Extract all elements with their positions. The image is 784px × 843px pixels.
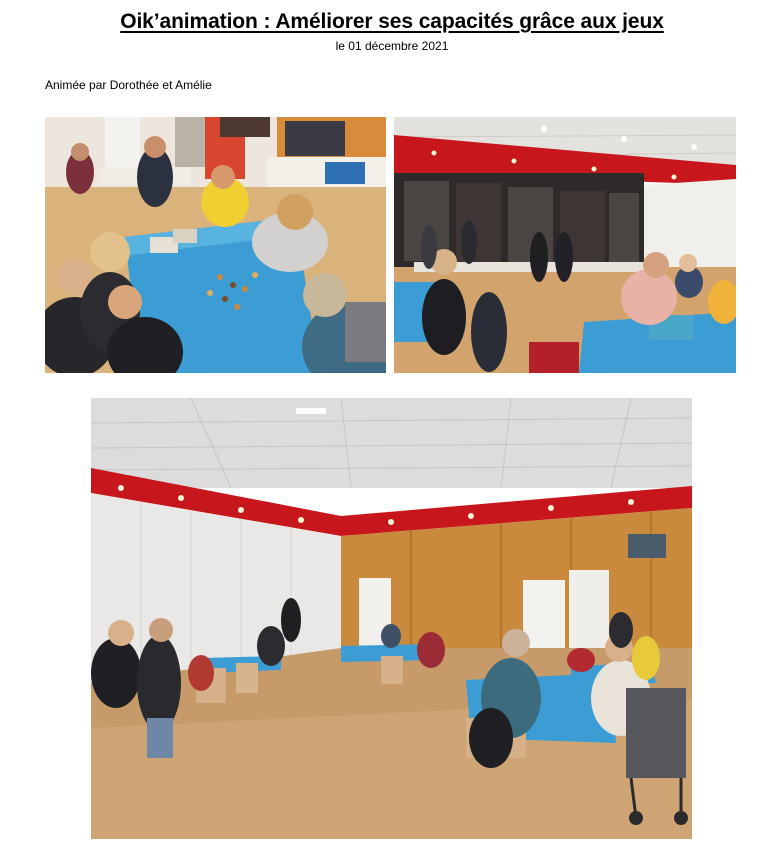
page-date: le 01 décembre 2021 [335, 39, 449, 53]
photo-game-table-closeup [45, 117, 386, 373]
photo-room-side-view [394, 117, 736, 373]
page-title: Oik’animation : Améliorer ses capacités grâce aux jeux [120, 10, 664, 33]
photo-hall-overview [91, 398, 692, 839]
page-subtitle: Animée par Dorothée et Amélie [45, 78, 212, 92]
